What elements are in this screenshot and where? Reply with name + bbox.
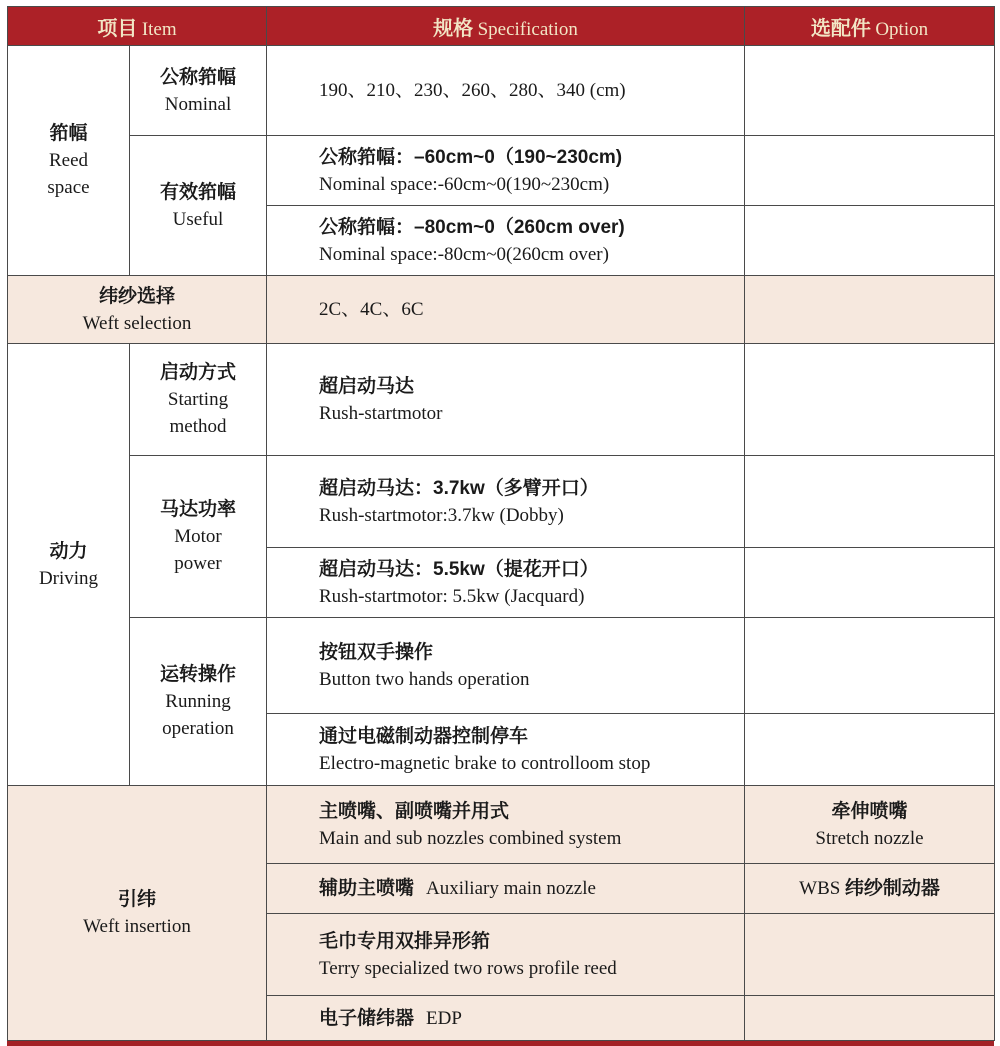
option-cell-empty [745, 996, 995, 1041]
spec-running-brake-zh: 通过电磁制动器控制停车 [319, 725, 529, 747]
label-motor-power-en1: Motor [174, 526, 222, 547]
option-cell-empty [745, 46, 995, 136]
header-specification-en: Specification [477, 18, 578, 40]
spec-starting-method [267, 344, 745, 456]
spec-useful-small-en: Nominal space:-60cm~0(190~230cm) [319, 173, 610, 195]
spec-motor-dobby-zh: 超启动马达：3.7kw（多臂开口） [319, 477, 599, 499]
row-reed-useful-small [8, 136, 995, 206]
option-stretch-nozzle [745, 786, 995, 864]
spec-starting-method-zh: 超启动马达 [319, 375, 415, 397]
row-running-button [8, 618, 995, 714]
spec-running-button-zh: 按钮双手操作 [319, 641, 434, 663]
spec-motor-jacquard [267, 548, 745, 618]
label-weft-insertion-zh: 引纬 [117, 889, 156, 910]
label-driving-en: Driving [38, 567, 99, 589]
label-starting-method-en1: Starting [167, 389, 229, 410]
spec-motor-dobby-en: Rush-startmotor:3.7kw (Dobby) [319, 504, 564, 526]
label-weft-selection [8, 276, 267, 344]
bottom-red-rule [7, 1041, 994, 1046]
label-reed-space-en2: space [47, 177, 90, 198]
option-cell-empty [745, 714, 995, 786]
spec-running-button [267, 618, 745, 714]
option-cell-empty [745, 914, 995, 996]
spec-aux-nozzle [267, 864, 745, 914]
spec-aux-nozzle-zh: 辅助主喷嘴 [319, 878, 415, 899]
label-useful [130, 136, 267, 276]
label-weft-selection-zh: 纬纱选择 [98, 285, 175, 307]
option-cell-empty [745, 276, 995, 344]
spec-motor-dobby [267, 456, 745, 548]
label-useful-en: Useful [172, 208, 224, 230]
label-nominal-zh: 公称筘幅 [159, 66, 236, 88]
spec-edp-en: EDP [426, 1007, 462, 1029]
spec-nominal-widths-text: 190、210、230、260、280、340 (cm) [319, 80, 626, 101]
spec-edp-zh: 电子储纬器 [319, 1007, 415, 1029]
header-option [745, 7, 995, 46]
row-weft-nozzles [8, 786, 995, 864]
label-starting-method-en2: method [169, 416, 227, 437]
spec-terry-reed [267, 914, 745, 996]
spec-weft-nozzles-en: Main and sub nozzles combined system [319, 827, 622, 849]
option-wbs-brake-zh: 纬纱制动器 [844, 878, 940, 899]
option-wbs-brake [745, 864, 995, 914]
spec-useful-large-zh: 公称筘幅：–80cm~0（260cm over) [319, 216, 625, 238]
label-motor-power-zh: 马达功率 [159, 499, 236, 520]
label-running-operation-zh: 运转操作 [159, 664, 236, 685]
label-motor-power-en2: power [174, 553, 222, 574]
spec-aux-nozzle-en: Auxiliary main nozzle [426, 878, 596, 899]
header-row [8, 7, 995, 46]
spec-useful-small [267, 136, 745, 206]
loom-specification-table [7, 6, 995, 1041]
spec-motor-jacquard-en: Rush-startmotor: 5.5kw (Jacquard) [319, 585, 585, 607]
label-nominal-en: Nominal [164, 93, 232, 115]
label-nominal [130, 46, 267, 136]
header-item [8, 7, 267, 46]
option-stretch-nozzle-zh: 牵伸喷嘴 [831, 800, 908, 822]
option-cell-empty [745, 344, 995, 456]
option-cell-empty [745, 206, 995, 276]
spec-nominal-widths [267, 46, 745, 136]
label-driving [8, 344, 130, 786]
row-starting-method [8, 344, 995, 456]
row-weft-selection [8, 276, 995, 344]
row-reed-nominal [8, 46, 995, 136]
label-weft-insertion-en: Weft insertion [83, 916, 191, 937]
label-weft-selection-en: Weft selection [82, 312, 192, 334]
header-specification-zh: 规格 [433, 17, 474, 40]
label-weft-insertion [8, 786, 267, 1041]
spec-running-brake-en: Electro-magnetic brake to controlloom stop [319, 752, 651, 774]
header-item-zh: 项目 [97, 17, 138, 40]
spec-terry-reed-en: Terry specialized two rows profile reed [319, 957, 617, 979]
option-cell-empty [745, 548, 995, 618]
label-motor-power [130, 456, 267, 618]
option-cell-empty [745, 136, 995, 206]
spec-weft-selection [267, 276, 745, 344]
spec-edp [267, 996, 745, 1041]
spec-weft-nozzles-zh: 主喷嘴、副喷嘴并用式 [319, 800, 510, 822]
spec-running-brake [267, 714, 745, 786]
spec-useful-large [267, 206, 745, 276]
label-starting-method [130, 344, 267, 456]
option-wbs-brake-en: WBS [799, 878, 841, 899]
label-useful-zh: 有效筘幅 [159, 181, 236, 203]
header-option-zh: 选配件 [810, 17, 871, 40]
spec-starting-method-en: Rush-startmotor [319, 402, 443, 424]
label-reed-space-zh: 筘幅 [49, 123, 88, 144]
label-running-operation [130, 618, 267, 786]
spec-running-button-en: Button two hands operation [319, 668, 530, 690]
spec-weft-selection-text: 2C、4C、6C [319, 299, 424, 320]
option-stretch-nozzle-en: Stretch nozzle [815, 827, 924, 849]
spec-useful-large-en: Nominal space:-80cm~0(260cm over) [319, 243, 609, 265]
option-cell-empty [745, 456, 995, 548]
label-running-operation-en2: operation [162, 718, 234, 739]
label-starting-method-zh: 启动方式 [159, 362, 236, 383]
row-motor-dobby [8, 456, 995, 548]
spec-useful-small-zh: 公称筘幅：–60cm~0（190~230cm) [319, 146, 623, 168]
spec-motor-jacquard-zh: 超启动马达：5.5kw（提花开口） [319, 558, 599, 580]
label-reed-space-en1: Reed [48, 150, 89, 171]
header-option-en: Option [875, 18, 929, 40]
header-specification [267, 7, 745, 46]
label-reed-space [8, 46, 130, 276]
label-running-operation-en1: Running [165, 691, 231, 712]
label-driving-zh: 动力 [49, 540, 88, 562]
header-item-en: Item [141, 18, 177, 40]
spec-terry-reed-zh: 毛巾专用双排异形筘 [319, 930, 491, 952]
option-cell-empty [745, 618, 995, 714]
spec-weft-nozzles [267, 786, 745, 864]
